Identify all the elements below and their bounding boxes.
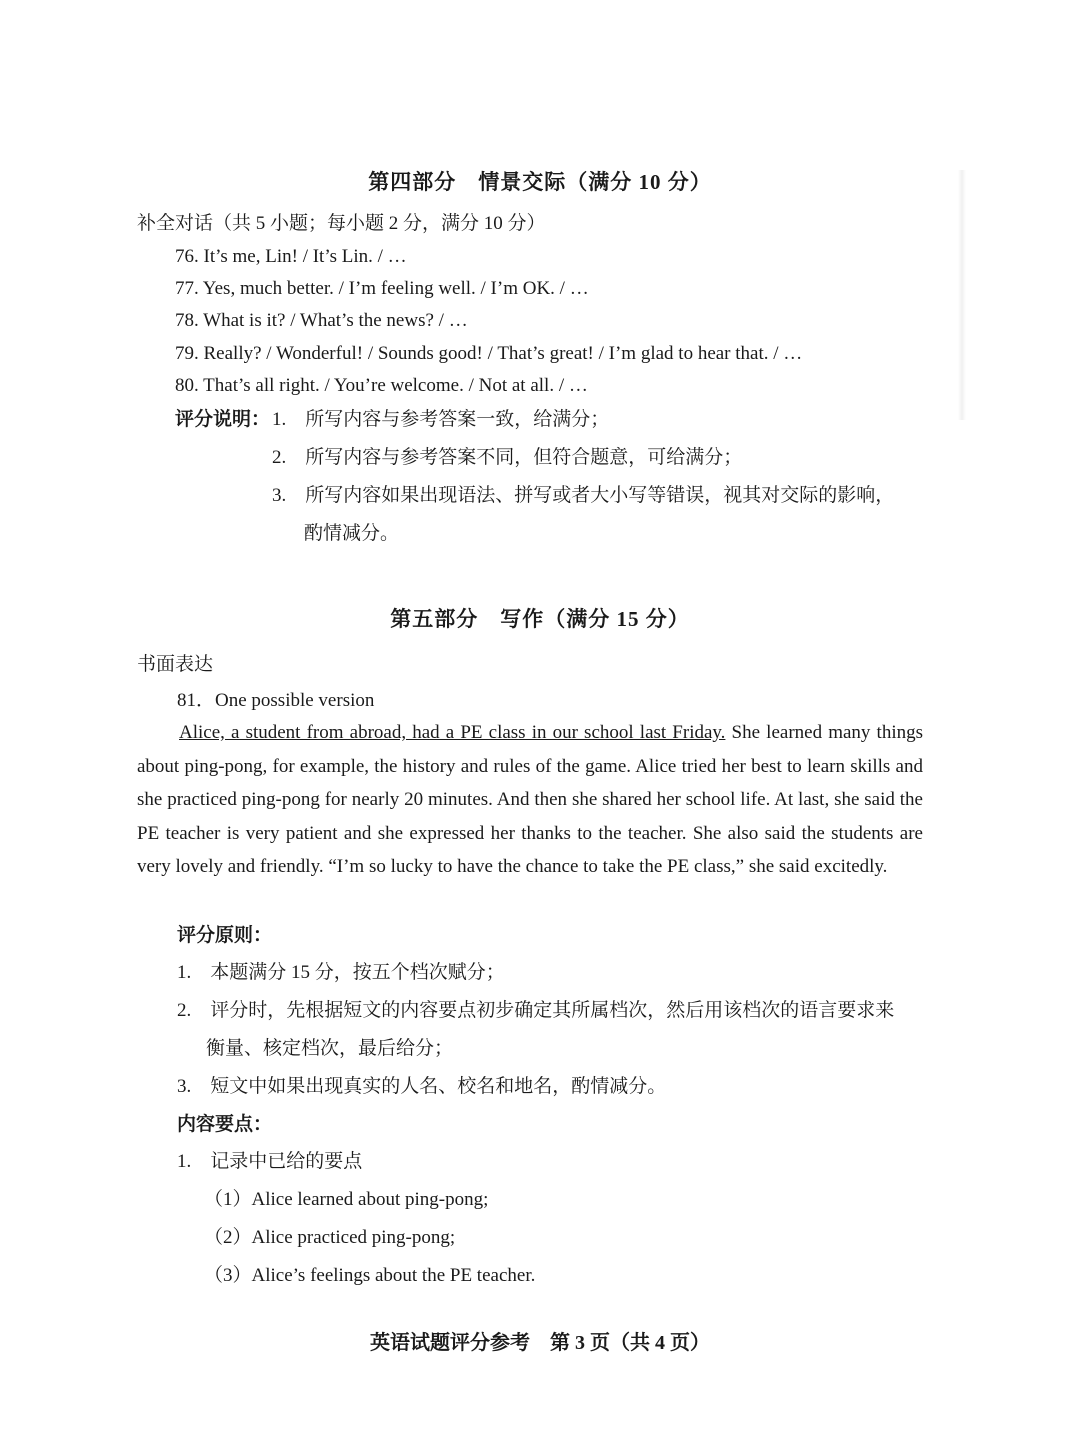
- scoring-item-3-cont: 酌情减分。: [304, 523, 400, 544]
- question-81: 81．One possible version: [177, 690, 375, 711]
- point-1-sub-3: （3）Alice’s feelings about the PE teacher.: [204, 1265, 536, 1286]
- page-edge-shadow: [958, 170, 966, 420]
- point-1-sub-2: （2）Alice practiced ping-pong;: [204, 1227, 456, 1248]
- answer-76: 76. It’s me, Lin! / It’s Lin. / …: [175, 246, 407, 267]
- part5-heading: 第五部分 写作（满分 15 分）: [390, 607, 690, 631]
- answer-78: 78. What is it? / What’s the news? / …: [175, 310, 468, 331]
- points-label: 内容要点：: [177, 1114, 273, 1135]
- answer-80: 80. That’s all right. / You’re welcome. / Not at all. / …: [175, 375, 588, 396]
- principle-2: 2. 评分时，先根据短文的内容要点初步确定其所属档次，然后用该档次的语言要求来: [177, 1000, 895, 1021]
- model-essay: [137, 716, 923, 884]
- part5-subheading: 书面表达: [137, 654, 214, 675]
- principle-1: 1. 本题满分 15 分，按五个档次赋分；: [177, 962, 505, 983]
- essay-topic-sentence: Alice, a student from abroad, had a PE class in our school last Friday.: [179, 722, 726, 743]
- answer-79: 79. Really? / Wonderful! / Sounds good! / That’s great! / I’m glad to hear that. / …: [175, 343, 803, 364]
- point-1-sub-1: （1）Alice learned about ping-pong;: [204, 1189, 489, 1210]
- scoring-item-2: 2. 所写内容与参考答案不同，但符合题意，可给满分；: [272, 447, 743, 468]
- scoring-label: 评分说明：: [175, 409, 271, 430]
- part4-subheading: 补全对话（共 5 小题；每小题 2 分，满分 10 分）: [137, 213, 546, 234]
- answer-77: 77. Yes, much better. / I’m feeling well. / I’m OK. / …: [175, 278, 589, 299]
- principle-3: 3. 短文中如果出现真实的人名、校名和地名，酌情减分。: [177, 1076, 667, 1097]
- scoring-item-3: 3. 所写内容如果出现语法、拼写或者大小写等错误，视其对交际的影响，: [272, 485, 895, 506]
- point-1: 1. 记录中已给的要点: [177, 1151, 363, 1172]
- principle-2-cont: 衡量、核定档次，最后给分；: [206, 1038, 454, 1059]
- principles-label: 评分原则：: [177, 925, 273, 946]
- page-footer: 英语试题评分参考 第 3 页（共 4 页）: [370, 1332, 710, 1354]
- part4-heading: 第四部分 情景交际（满分 10 分）: [368, 170, 712, 194]
- scoring-item-1: 1. 所写内容与参考答案一致，给满分；: [272, 409, 610, 430]
- essay-body: She learned many things about ping-pong, for example, the history and rules of the game. Alice tried her best to learn skills and she practiced ping-pong for nearly 20 minutes. And then she shared her school life. At last, she said the PE teacher is very patient and she expressed her thanks to the teacher. She also said the students are very lovely and friendly. “I’m so lucky to have the chance to take the PE class,” she said excitedly.: [137, 722, 923, 878]
